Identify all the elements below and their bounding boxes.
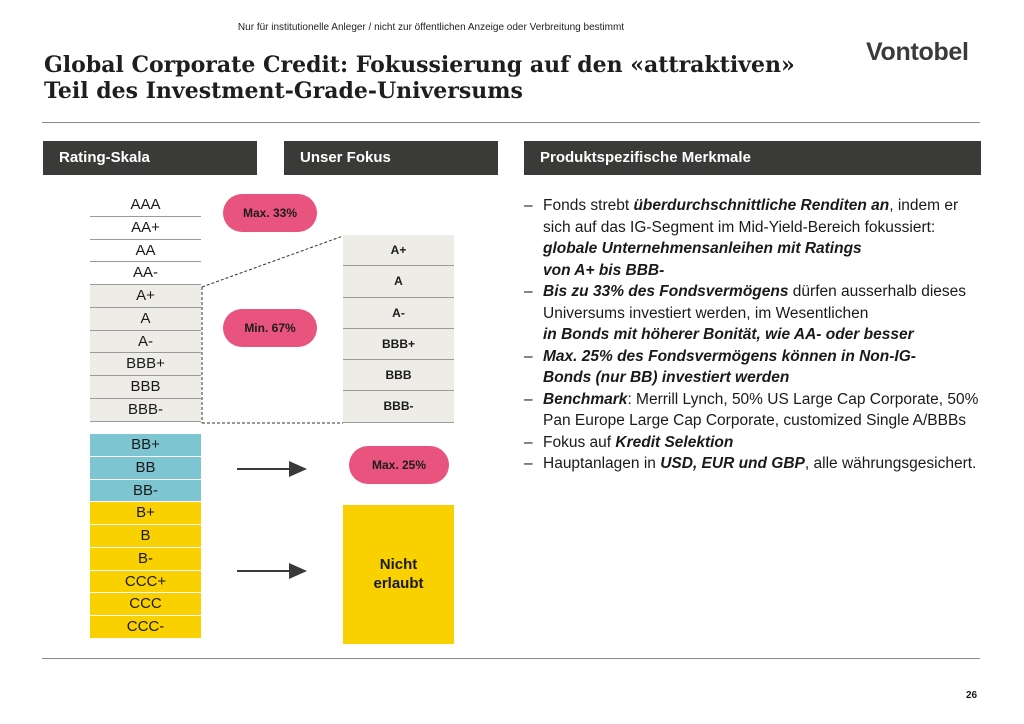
feature-non-ig-emphasis-1: Max. 25% des Fondsvermögens können in Non-IG- [543,347,916,365]
rating-b-plus: B+ [90,502,201,525]
rating-b: B [90,525,201,548]
feature-returns-emphasis-1: überdurchschnittliche Renditen an [633,197,890,214]
feature-returns-text-2: , indem er sich auf das IG-Segment im Mid-Yield-Bereich fokussiert: [543,197,959,236]
feature-non-ig [524,346,982,389]
product-features-list [524,195,982,475]
feature-benchmark [524,389,982,432]
feature-currencies [524,453,982,475]
feature-credit-text: Fokus auf [543,433,616,451]
feature-returns-emphasis-3: von A+ bis BBB- [543,261,665,279]
rating-bbb-minus: BBB- [90,399,201,422]
focus-rating-bbb-minus: BBB- [343,391,454,422]
rating-aa: AA [90,240,201,263]
vontobel-logo: Vontobel [866,38,969,66]
focus-rating-list [343,235,454,423]
rating-bb-minus: BB- [90,480,201,503]
feature-returns-emphasis-2: globale Unternehmensanleihen mit Ratings [543,240,862,257]
feature-currencies-text-1: Hauptanlagen in [543,455,661,472]
investment-grade-rating-list [90,194,201,422]
rating-ccc-minus: CCC- [90,616,201,639]
not-allowed-line-1: Nicht [379,556,418,573]
disclaimer: Nur für institutionelle Anleger / nicht zur öffentlichen Anzeige oder Verbreitung bestimmt [237,22,625,33]
focus-rating-a-plus: A+ [343,235,454,266]
feature-benchmark-text: : Merrill Lynch, 50% US Large Cap Corporate, 50% Pan Europe Large Cap Corporate, customized Single A/BBBs [543,390,979,429]
focus-outline-top [202,236,343,287]
focus-rating-bbb: BBB [343,360,454,391]
feature-credit-emphasis: Kredit Selektion [615,433,734,451]
max-33-percent-pill: Max. 33% [223,194,317,232]
rating-aa-minus: AA- [90,262,201,285]
rating-bbb: BBB [90,376,201,399]
rating-a: A [90,308,201,331]
page-title-line-1: Global Corporate Credit: Fokussierung auf den «attraktiven» [44,52,795,78]
high-yield-rating-list [90,434,201,639]
not-allowed-box [343,505,454,644]
feature-currencies-text-2: , alle währungsgesichert. [804,455,977,472]
feature-currencies-emphasis: USD, EUR und GBP [660,455,805,472]
rating-a-minus: A- [90,331,201,354]
rating-a-plus: A+ [90,285,201,308]
rating-bb-plus: BB+ [90,434,201,457]
feature-returns [524,195,982,281]
feature-non-ig-emphasis-2: Bonds (nur BB) investiert werden [543,369,790,386]
focus-rating-bbb-plus: BBB+ [343,329,454,360]
rating-ccc: CCC [90,593,201,616]
rating-scale-header: Rating-Skala [43,141,257,175]
feature-outside-emphasis-1: Bis zu 33% des Fondsvermögens [543,283,789,300]
page-number: 26 [966,690,978,701]
min-67-percent-pill: Min. 67% [223,309,317,347]
rating-bbb-plus: BBB+ [90,353,201,376]
feature-outside-emphasis-2: in Bonds mit höherer Bonität, wie AA- oder besser [543,326,914,343]
not-allowed-line-2: erlaubt [373,575,424,592]
feature-returns-text-1: Fonds strebt [543,197,634,214]
focus-rating-a-minus: A- [343,298,454,329]
feature-outside-universe [524,281,982,346]
page-title-line-2: Teil des Investment-Grade-Universums [44,78,523,104]
feature-credit-selection [524,432,982,454]
feature-outside-text-1: dürfen ausserhalb dieses Universums investiert werden, im Wesentlichen [543,283,967,322]
rating-bb: BB [90,457,201,480]
feature-benchmark-emphasis: Benchmark [543,390,628,408]
bottom-divider [42,658,980,659]
rating-b-minus: B- [90,548,201,571]
our-focus-header: Unser Fokus [284,141,498,175]
max-25-percent-pill: Max. 25% [349,446,449,484]
product-features-header: Produktspezifische Merkmale [524,141,981,175]
focus-rating-a: A [343,266,454,297]
rating-aa-plus: AA+ [90,217,201,240]
rating-aaa: AAA [90,194,201,217]
rating-ccc-plus: CCC+ [90,571,201,594]
